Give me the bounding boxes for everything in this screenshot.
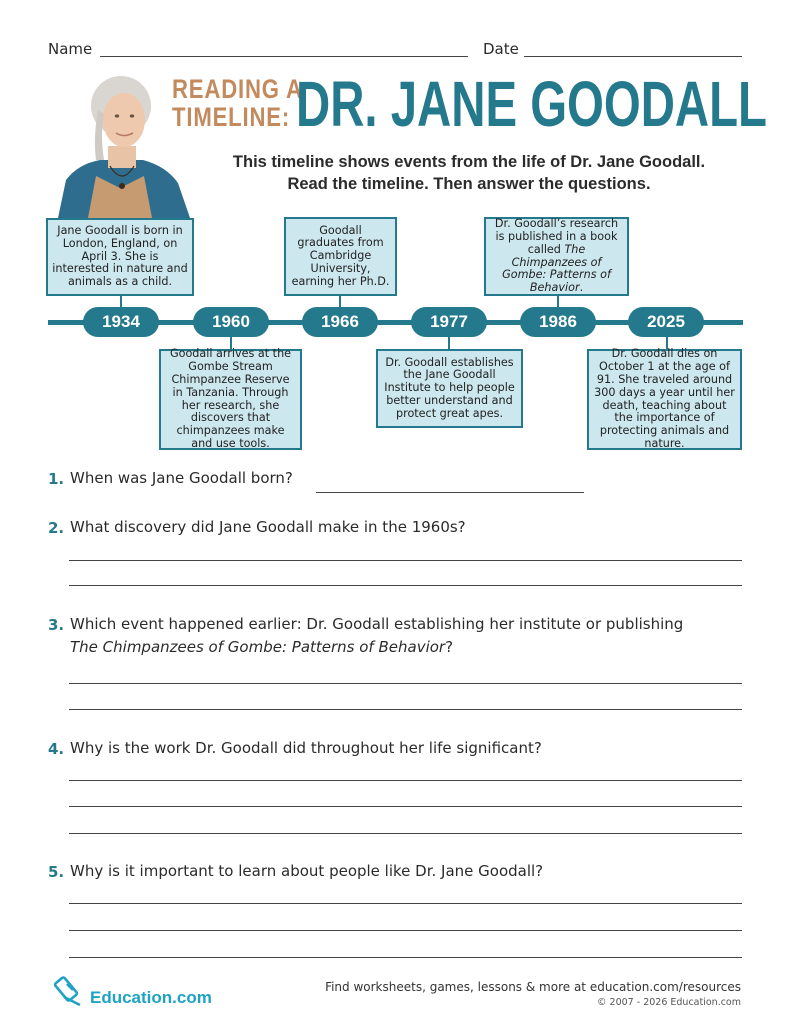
question-3-number: 3. [48,616,65,634]
question-4-number: 4. [48,740,65,758]
name-field[interactable] [100,56,468,57]
book-title: The Chimpanzees of Gombe: Patterns of Behavior [502,242,611,295]
education-logo-text: Education.com [90,988,212,1007]
year-1986: 1986 [520,307,596,337]
question-2-text: What discovery did Jane Goodall make in the 1960s? [70,518,466,536]
footer-tagline: Find worksheets, games, lessons & more at education.com/resources [325,980,741,994]
event-text-1934: Jane Goodall is born in London, England, on April 3. She is interested in nature and animals as a child. [52,224,188,289]
question-3-book: The Chimpanzees of Gombe: Patterns of Behavior [70,638,446,656]
event-box-1977 [376,349,523,428]
answer-line-q3-2[interactable] [69,709,742,710]
event-text-1960: Goodall arrives at the Gombe Stream Chimpanzee Reserve in Tanzania. Through her research, she discovers that chimpanzees make and use tools. [169,347,292,450]
answer-line-q5-2[interactable] [69,930,742,931]
year-1966: 1966 [302,307,378,337]
intro-line-2: Read the timeline. Then answer the questions. [287,175,651,193]
title-kicker-line2: TIMELINE: [172,102,291,132]
event-text-1986: Dr. Goodall’s research is published in a book called The Chimpanzees of Gombe: Patterns of Behavior. [494,217,619,295]
event-box-1960 [159,349,302,450]
answer-line-q5-3[interactable] [69,957,742,958]
footer-copyright: © 2007 - 2026 Education.com [597,997,741,1008]
answer-line-q5-1[interactable] [69,903,742,904]
event-text-1977: Dr. Goodall establishes the Jane Goodall Institute to help people better understand and protect great apes. [384,355,515,420]
date-field[interactable] [524,56,742,57]
event-box-1986 [484,217,629,296]
question-3-text: Which event happened earlier: Dr. Goodall establishing her institute or publishing The Chimpanzees of Gombe: Patterns of Behavior? [70,615,684,656]
event-box-1934 [46,218,194,296]
event-text-2025: Dr. Goodall dies on October 1 at the age of 91. She traveled around 300 days a year until her death, teaching about the importance of protecting animals and nature. [594,347,735,450]
year-1960: 1960 [193,307,269,337]
answer-line-q2-2[interactable] [69,585,742,586]
education-logo-icon [54,975,86,1007]
question-5-text: Why is it important to learn about people like Dr. Jane Goodall? [70,862,544,880]
question-2-number: 2. [48,519,65,537]
answer-line-q4-1[interactable] [69,780,742,781]
event-box-2025 [587,349,742,450]
page-title: DR. JANE GOODALL [296,68,767,140]
answer-line-q1[interactable] [316,492,584,493]
stem-1977 [448,337,450,349]
answer-line-q4-2[interactable] [69,806,742,807]
intro-line-1: This timeline shows events from the life of Dr. Jane Goodall. [232,153,706,171]
name-label: Name [48,40,93,58]
year-1977: 1977 [411,307,487,337]
event-text-1966: Goodall graduates from Cambridge University, earning her Ph.D. [291,223,390,288]
answer-line-q3-1[interactable] [69,683,742,684]
question-5-number: 5. [48,863,65,881]
answer-line-q2-1[interactable] [69,560,742,561]
question-4-text: Why is the work Dr. Goodall did throughout her life significant? [70,739,542,757]
question-1-text: When was Jane Goodall born? [70,469,293,487]
year-1934: 1934 [83,307,159,337]
event-box-1966 [284,217,397,296]
title-kicker-line1: READING A [172,74,303,104]
year-2025: 2025 [628,307,704,337]
answer-line-q4-3[interactable] [69,833,742,834]
question-1-number: 1. [48,470,65,488]
date-label: Date [483,40,519,58]
